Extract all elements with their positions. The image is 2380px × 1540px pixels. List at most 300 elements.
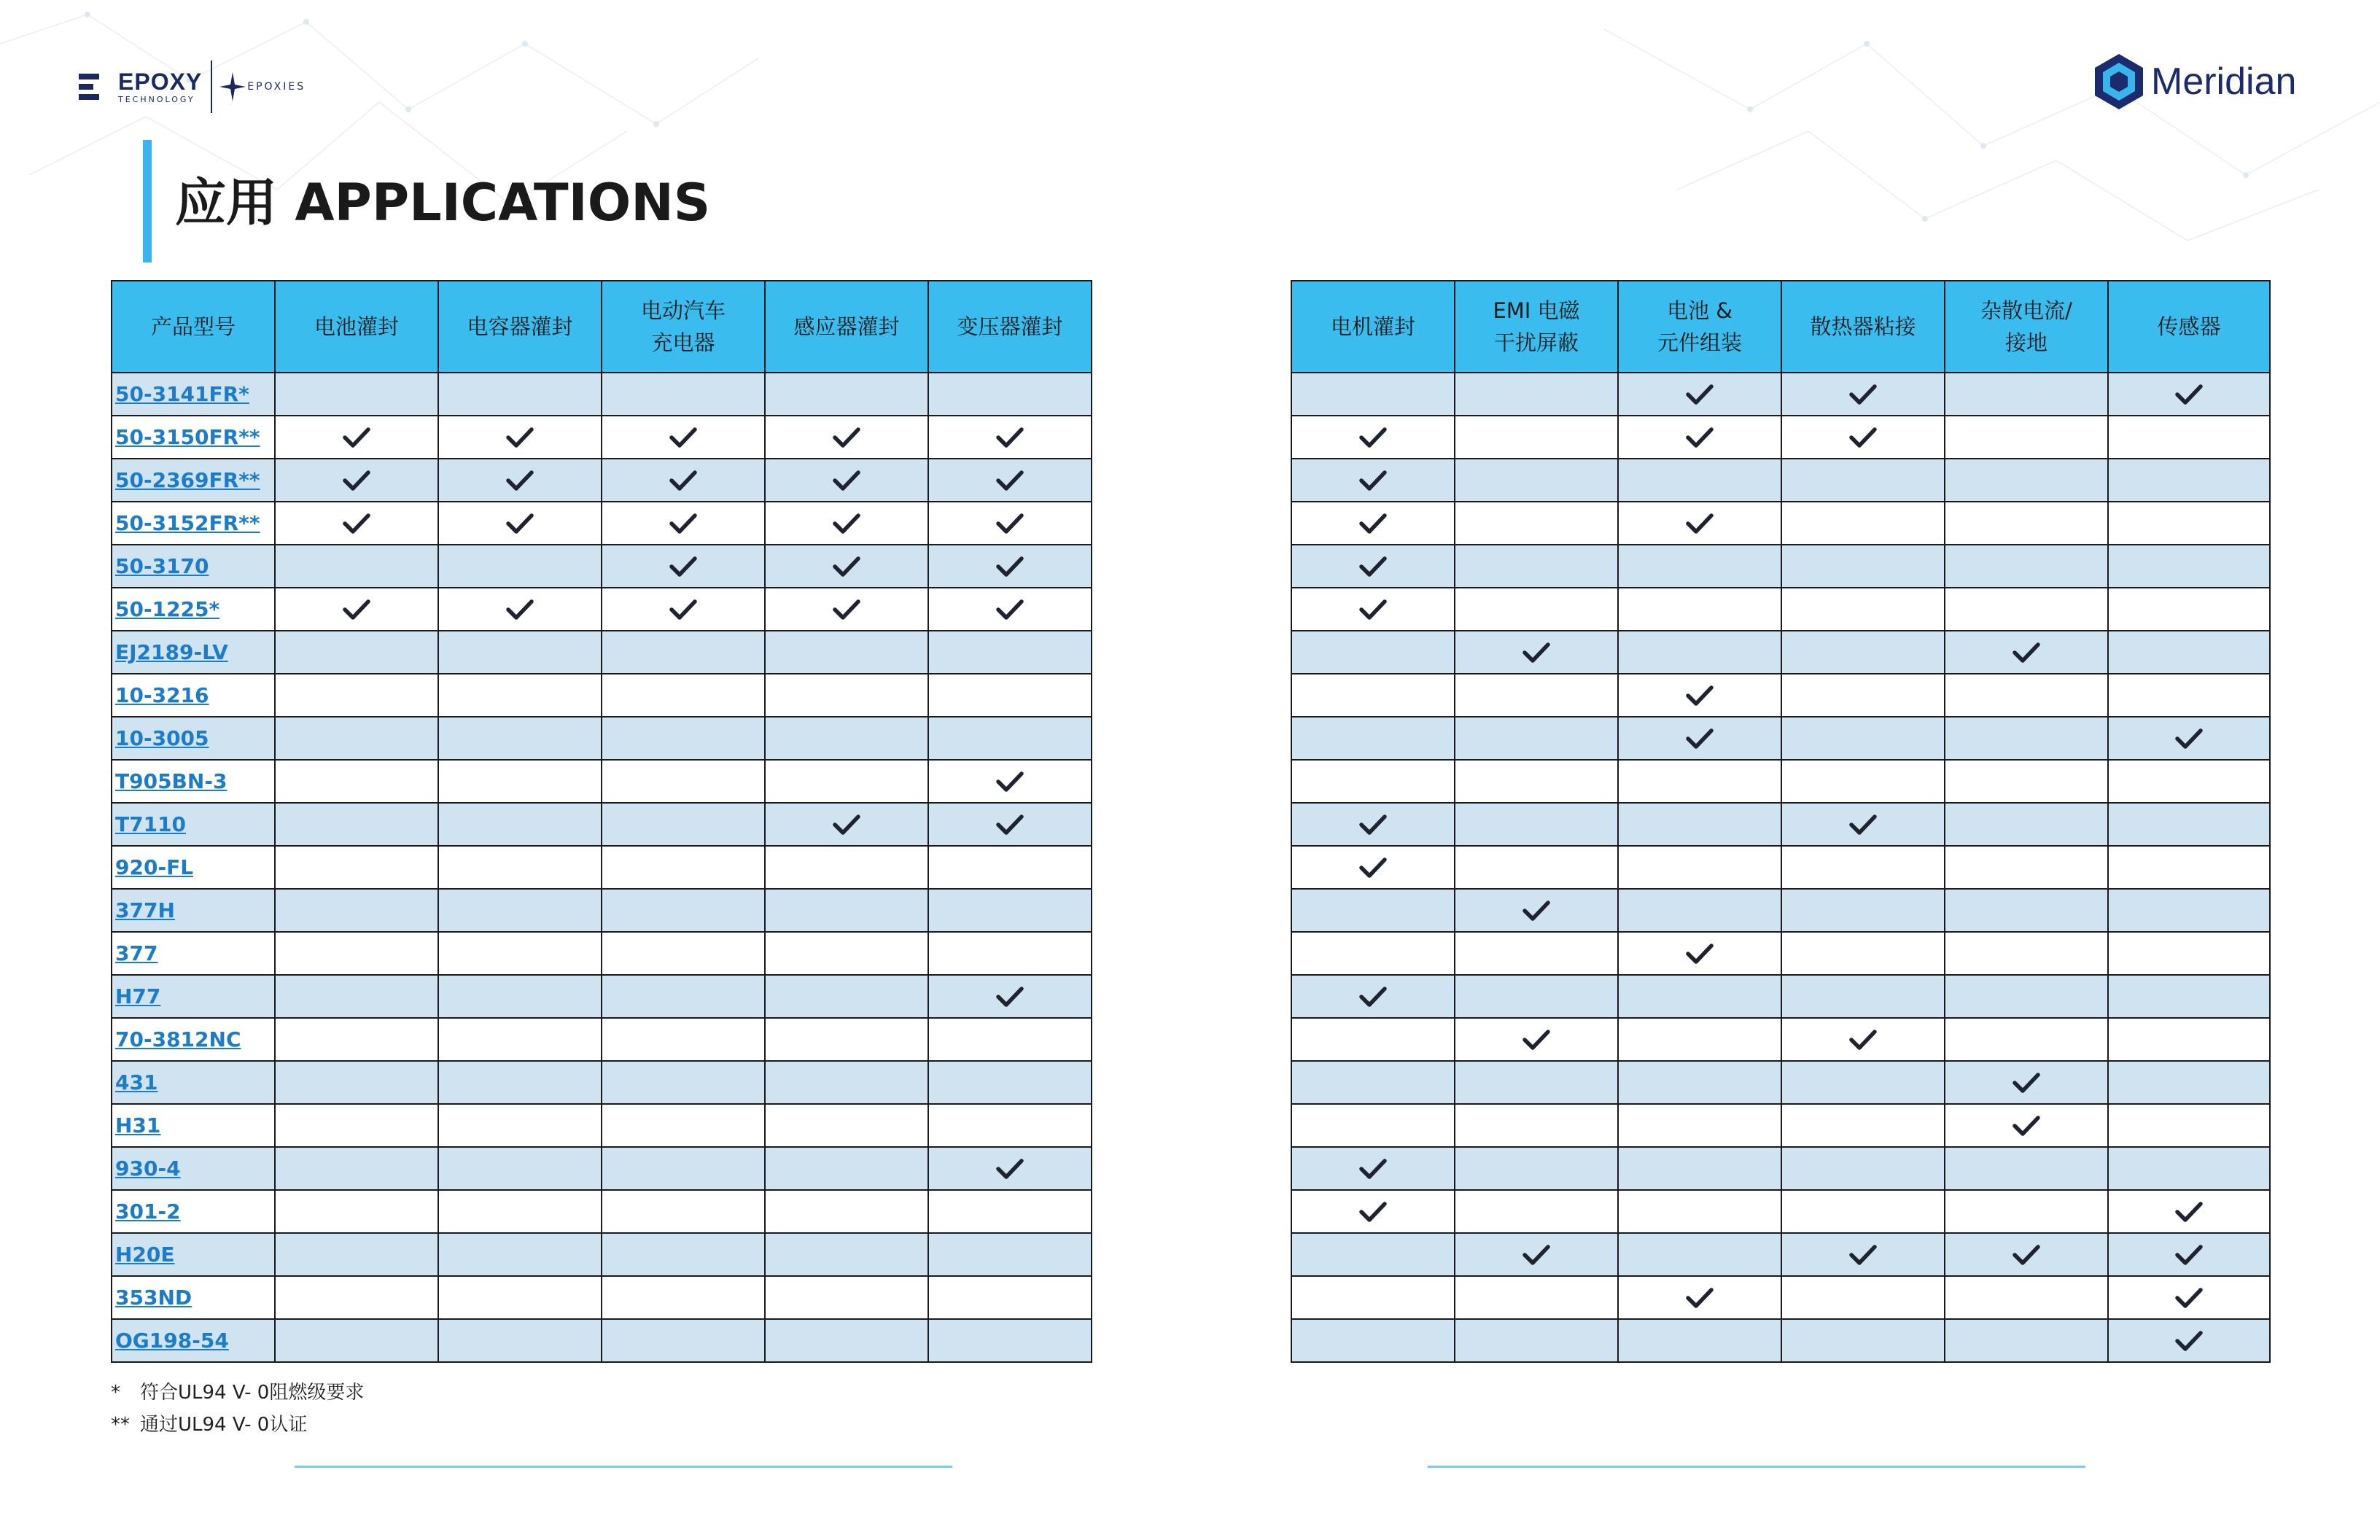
checkmark-icon [2012,645,2040,658]
check-cell [1455,1233,1618,1276]
table-row [1291,588,2270,631]
check-cell [1291,502,1455,545]
logo-divider [211,61,212,113]
check-cell [765,502,928,545]
checkmark-icon [1849,386,1877,400]
checkmark-icon [506,429,534,443]
empty-cell [438,717,602,760]
checkmark-icon [996,1161,1024,1175]
checkmark-icon [1686,429,1714,443]
check-cell [928,545,1092,588]
epoxy-technology-logo [79,63,306,111]
table-row [112,889,1092,932]
empty-cell [1781,1061,1945,1104]
empty-cell [1945,1276,2108,1319]
empty-cell [765,1233,928,1276]
empty-cell [438,1018,602,1061]
checkmark-icon [1686,1290,1714,1304]
product-model-link[interactable]: EJ2189-LV [115,640,228,664]
checkmark-icon [1522,645,1550,658]
checkmark-icon [996,559,1024,572]
table-row [112,631,1092,674]
empty-cell [602,846,765,889]
product-model-link[interactable]: 50-2369FR** [115,468,260,492]
checkmark-icon [2175,731,2203,744]
empty-cell [1945,502,2108,545]
model-cell [112,975,275,1018]
left-header-0: 产品型号 [112,281,275,373]
empty-cell [1455,1147,1618,1190]
empty-cell [928,1018,1092,1061]
checkmark-icon [2175,1290,2203,1304]
check-cell [765,459,928,502]
empty-cell [2108,975,2270,1018]
product-model-link[interactable]: 930-4 [115,1156,181,1181]
empty-cell [438,1104,602,1147]
check-cell [1618,502,1781,545]
empty-cell [1945,1018,2108,1061]
empty-cell [1455,545,1618,588]
model-cell [112,1319,275,1362]
empty-cell [1455,803,1618,846]
checkmark-icon [2175,1247,2203,1261]
epoxy-mark-icon [79,72,112,101]
check-cell [1618,674,1781,717]
empty-cell [438,1319,602,1362]
checkmark-icon [996,989,1024,1003]
empty-cell [1945,416,2108,459]
empty-cell [275,631,438,674]
check-cell [1781,373,1945,416]
check-cell [1781,1233,1945,1276]
empty-cell [275,760,438,803]
empty-cell [1291,717,1455,760]
empty-cell [2108,1018,2270,1061]
checkmark-icon [1359,817,1387,831]
empty-cell [1781,502,1945,545]
empty-cell [275,975,438,1018]
checkmark-icon [1359,860,1387,874]
table-row [112,717,1092,760]
checkmark-icon [506,516,534,529]
product-model-link[interactable]: 377 [115,941,158,965]
empty-cell [275,717,438,760]
empty-cell [1781,1147,1945,1190]
check-cell [1618,1276,1781,1319]
empty-cell [765,975,928,1018]
empty-cell [438,1061,602,1104]
right-header-4: 杂散电流/ 接地 [1945,281,2108,373]
check-cell [2108,1319,2270,1362]
check-cell [765,803,928,846]
checkmark-icon [669,559,697,572]
empty-cell [1455,459,1618,502]
background-network-pattern [0,0,2380,306]
empty-cell [602,1276,765,1319]
check-cell [2108,717,2270,760]
empty-cell [1945,717,2108,760]
empty-cell [602,1190,765,1233]
empty-cell [2108,416,2270,459]
product-model-link[interactable]: 50-3141FR* [115,382,249,406]
checkmark-icon [2012,1118,2040,1132]
empty-cell [928,674,1092,717]
empty-cell [2108,932,2270,975]
table-row [112,373,1092,416]
empty-cell [765,1104,928,1147]
empty-cell [1618,1018,1781,1061]
checkmark-icon [2175,1333,2203,1347]
empty-cell [438,1233,602,1276]
empty-cell [1291,1018,1455,1061]
empty-cell [765,1319,928,1362]
empty-cell [275,1061,438,1104]
empty-cell [275,846,438,889]
empty-cell [928,631,1092,674]
empty-cell [1291,373,1455,416]
product-model-link[interactable]: 301-2 [115,1199,181,1224]
empty-cell [1945,975,2108,1018]
check-cell [1291,416,1455,459]
empty-cell [1945,1190,2108,1233]
checkmark-icon [2012,1247,2040,1261]
empty-cell [1781,1190,1945,1233]
empty-cell [2108,1061,2270,1104]
checkmark-icon [506,472,534,486]
footnote-mark: ** [111,1414,130,1436]
empty-cell [1781,1104,1945,1147]
partner-logo-text: EPOXIES [247,81,306,93]
empty-cell [1945,760,2108,803]
check-cell [602,416,765,459]
empty-cell [928,1190,1092,1233]
empty-cell [1781,932,1945,975]
right-header-3: 散热器粘接 [1781,281,1945,373]
table-row [1291,932,2270,975]
empty-cell [1618,975,1781,1018]
footnote-mark: * [111,1382,120,1404]
empty-cell [1618,1061,1781,1104]
empty-cell [1618,760,1781,803]
product-model-link[interactable]: 50-1225* [115,597,220,621]
empty-cell [602,932,765,975]
empty-cell [1618,1233,1781,1276]
model-cell [112,1104,275,1147]
checkmark-icon [1359,429,1387,443]
empty-cell [1781,846,1945,889]
empty-cell [765,717,928,760]
check-cell [438,502,602,545]
checkmark-icon [1359,472,1387,486]
check-cell [1618,416,1781,459]
table-row [1291,1319,2270,1362]
product-model-link[interactable]: H31 [115,1113,161,1138]
empty-cell [275,1104,438,1147]
product-model-link[interactable]: 920-FL [115,855,194,879]
product-model-link[interactable]: 377H [115,898,175,922]
empty-cell [2108,1147,2270,1190]
footnote-2 [111,1409,364,1441]
empty-cell [438,889,602,932]
check-cell [1781,1018,1945,1061]
empty-cell [1618,1190,1781,1233]
checkmark-icon [2175,1204,2203,1218]
left-header-1: 电池灌封 [275,281,438,373]
empty-cell [1781,717,1945,760]
check-cell [1455,631,1618,674]
product-model-link[interactable]: H20E [115,1242,175,1267]
check-cell [1291,459,1455,502]
empty-cell [1291,674,1455,717]
empty-cell [928,1276,1092,1319]
empty-cell [1455,717,1618,760]
product-model-link[interactable]: 50-3150FR** [115,425,260,449]
check-cell [1945,1104,2108,1147]
table-row [112,502,1092,545]
check-cell [1781,803,1945,846]
empty-cell [1781,1276,1945,1319]
empty-cell [275,674,438,717]
product-model-link[interactable]: H77 [115,984,161,1008]
check-cell [928,975,1092,1018]
check-cell [1291,846,1455,889]
empty-cell [602,1147,765,1190]
empty-cell [438,1147,602,1190]
meridian-logo [2093,52,2296,111]
model-cell [112,1061,275,1104]
checkmark-icon [833,817,860,831]
empty-cell [1945,588,2108,631]
empty-cell [765,846,928,889]
empty-cell [1945,545,2108,588]
empty-cell [1945,803,2108,846]
checkmark-icon [2012,1075,2040,1089]
checkmark-icon [1359,989,1387,1003]
table-row [112,545,1092,588]
model-cell [112,1276,275,1319]
empty-cell [602,1061,765,1104]
product-model-link[interactable]: T7110 [115,812,187,836]
empty-cell [1291,889,1455,932]
table-row [1291,717,2270,760]
empty-cell [2108,502,2270,545]
checkmark-icon [1849,817,1877,831]
empty-cell [602,760,765,803]
empty-cell [1618,803,1781,846]
table-row [112,1319,1092,1362]
product-model-link[interactable]: OG198-54 [115,1329,229,1353]
model-cell [112,760,275,803]
checkmark-icon [1849,1032,1877,1046]
product-model-link[interactable]: 70-3812NC [115,1027,241,1051]
empty-cell [2108,760,2270,803]
check-cell [765,416,928,459]
empty-cell [275,889,438,932]
table-row [1291,459,2270,502]
table-row [1291,1104,2270,1147]
table-row [1291,416,2270,459]
table-row [112,1104,1092,1147]
checkmark-icon [996,602,1024,615]
empty-cell [1291,1276,1455,1319]
checkmark-icon [833,516,860,529]
checkmark-icon [669,429,697,443]
empty-cell [1455,846,1618,889]
empty-cell [765,674,928,717]
product-model-link[interactable]: 431 [115,1070,158,1094]
empty-cell [928,846,1092,889]
empty-cell [1945,1319,2108,1362]
table-row [112,1018,1092,1061]
checkmark-icon [1359,559,1387,572]
table-row [1291,1233,2270,1276]
table-row [112,1190,1092,1233]
empty-cell [602,889,765,932]
empty-cell [1455,932,1618,975]
empty-cell [765,373,928,416]
empty-cell [602,1104,765,1147]
check-cell [438,588,602,631]
check-cell [602,588,765,631]
table-row [1291,1061,2270,1104]
check-cell [928,502,1092,545]
check-cell [928,459,1092,502]
star-icon [219,72,246,101]
empty-cell [1618,631,1781,674]
empty-cell [1455,674,1618,717]
empty-cell [1455,502,1618,545]
checkmark-icon [833,559,860,572]
checkmark-icon [1686,386,1714,400]
empty-cell [765,1018,928,1061]
check-cell [602,545,765,588]
model-cell [112,803,275,846]
product-model-link[interactable]: T905BN-3 [115,769,228,793]
empty-cell [1945,846,2108,889]
check-cell [2108,1276,2270,1319]
check-cell [438,416,602,459]
empty-cell [1781,1319,1945,1362]
empty-cell [1945,459,2108,502]
table-row [1291,803,2270,846]
footnote-text: 通过UL94 V- 0认证 [140,1414,308,1436]
empty-cell [1291,760,1455,803]
empty-cell [275,1147,438,1190]
table-row [1291,846,2270,889]
left-header-3: 电动汽车 充电器 [602,281,765,373]
right-header-2: 电池 & 元件组装 [1618,281,1781,373]
empty-cell [1781,545,1945,588]
left-header-5: 变压器灌封 [928,281,1092,373]
model-cell [112,1233,275,1276]
title-accent-bar [143,140,152,262]
checkmark-icon [996,817,1024,831]
checkmark-icon [1686,688,1714,701]
model-cell [112,889,275,932]
empty-cell [602,1018,765,1061]
checkmark-icon [506,602,534,615]
check-cell [928,416,1092,459]
check-cell [602,459,765,502]
footer-rule-right [1428,1466,2085,1468]
check-cell [2108,1190,2270,1233]
empty-cell [1781,459,1945,502]
empty-cell [1781,975,1945,1018]
check-cell [1291,975,1455,1018]
empty-cell [765,1190,928,1233]
empty-cell [1618,846,1781,889]
empty-cell [438,760,602,803]
model-cell [112,932,275,975]
empty-cell [2108,889,2270,932]
empty-cell [2108,588,2270,631]
table-row [112,1276,1092,1319]
logo-main-text: EPOXY [118,69,203,95]
table-row [1291,631,2270,674]
check-cell [1618,932,1781,975]
check-cell [1291,545,1455,588]
empty-cell [438,1190,602,1233]
checkmark-icon [343,516,370,529]
checkmark-icon [996,516,1024,529]
empty-cell [928,717,1092,760]
checkmark-icon [996,774,1024,788]
check-cell [765,588,928,631]
product-model-link[interactable]: 50-3170 [115,554,209,578]
table-row [1291,760,2270,803]
applications-table-left [111,280,1092,1363]
product-model-link[interactable]: 10-3216 [115,683,209,707]
empty-cell [2108,459,2270,502]
model-cell [112,373,275,416]
check-cell [928,1147,1092,1190]
empty-cell [2108,803,2270,846]
empty-cell [1618,588,1781,631]
empty-cell [928,932,1092,975]
checkmark-icon [833,429,860,443]
left-header-2: 电容器灌封 [438,281,602,373]
right-header-5: 传感器 [2108,281,2270,373]
product-model-link[interactable]: 50-3152FR** [115,511,260,535]
checkmark-icon [343,602,370,615]
empty-cell [602,717,765,760]
check-cell [1945,631,2108,674]
checkmark-icon [1359,602,1387,615]
table-row [1291,1276,2270,1319]
empty-cell [1618,1147,1781,1190]
empty-cell [1291,1233,1455,1276]
empty-cell [1781,760,1945,803]
empty-cell [1945,373,2108,416]
empty-cell [602,803,765,846]
product-model-link[interactable]: 10-3005 [115,726,209,750]
table-row [1291,975,2270,1018]
empty-cell [438,846,602,889]
empty-cell [275,932,438,975]
checkmark-icon [1849,1247,1877,1261]
check-cell [1455,1018,1618,1061]
table-row [1291,1147,2270,1190]
table-row [1291,545,2270,588]
check-cell [928,760,1092,803]
table-row [1291,1190,2270,1233]
product-model-link[interactable]: 353ND [115,1286,192,1310]
empty-cell [275,1319,438,1362]
empty-cell [2108,631,2270,674]
model-cell [112,674,275,717]
empty-cell [1455,416,1618,459]
check-cell [1291,1147,1455,1190]
